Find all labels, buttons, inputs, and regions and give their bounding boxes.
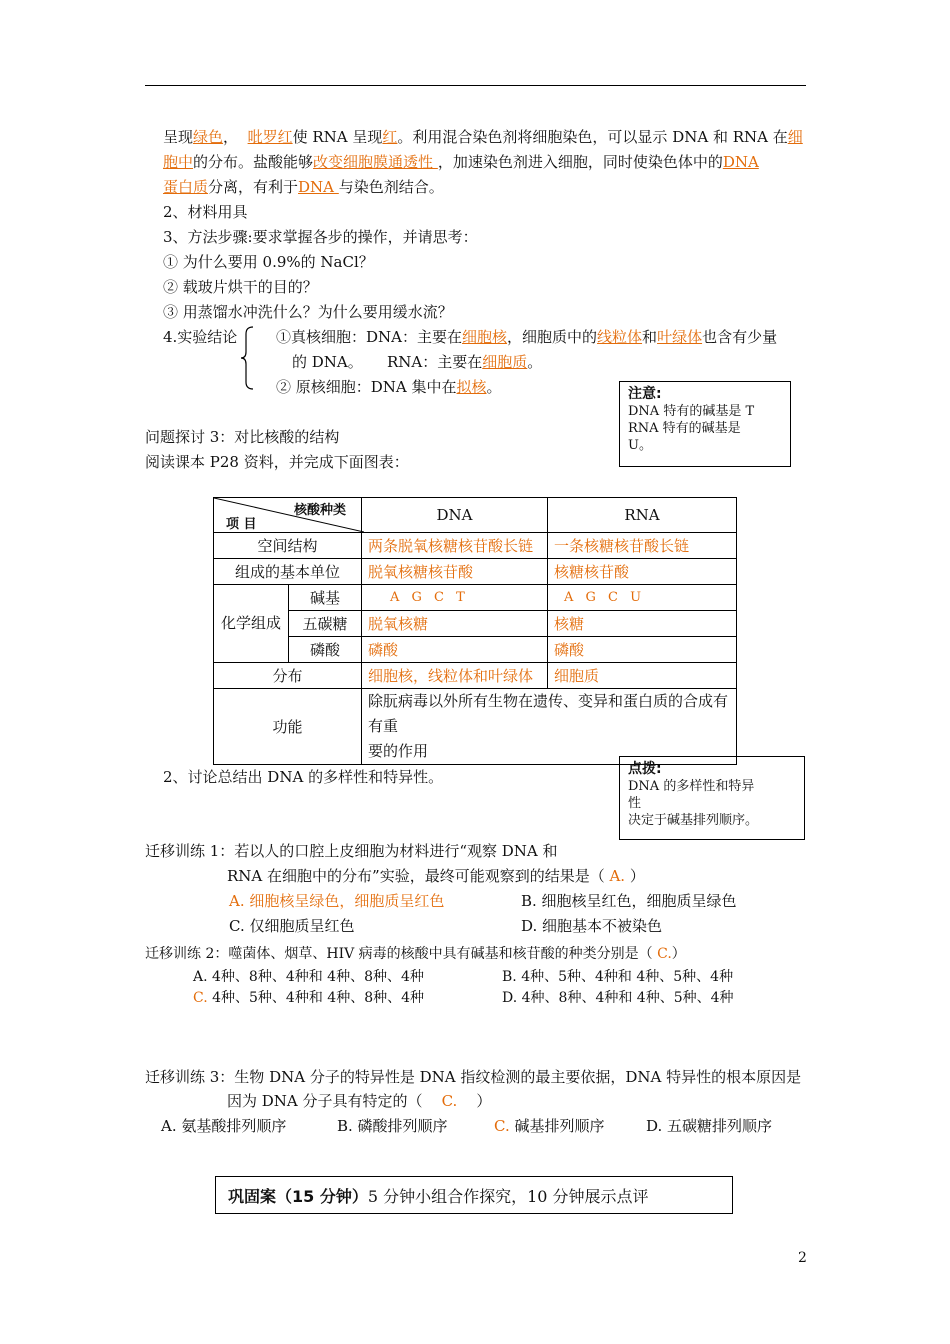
question-3: ③ 用蒸馏水冲洗什么？为什么要用缓水流？	[163, 303, 453, 321]
row-sublabel: 磷酸	[289, 637, 362, 663]
cell-rna: 核糖	[548, 611, 737, 637]
conclusion-label: 4.实验结论	[163, 328, 238, 346]
cell-dna: 细胞核，线粒体和叶绿体	[362, 663, 548, 689]
exercise-3-option-b: B. 磷酸排列顺序	[337, 1117, 448, 1135]
exercise-3-option-d: D. 五碳糖排列顺序	[646, 1117, 773, 1135]
note-box-tip: 点拨: DNA 的多样性和特异 性 决定于碱基排列顺序。	[619, 756, 805, 840]
cell-rna: 磷酸	[548, 637, 737, 663]
exercise-1-option-c: C. 仅细胞质呈红色	[229, 917, 355, 935]
exercise-2-line-1: 迁移训练 2：噬菌体、烟草、HIV 病毒的核酸中具有碱基和核苷酸的种类分别是（ C.）	[145, 946, 686, 962]
discussion-3-title: 问题探讨 3：对比核酸的结构	[145, 428, 340, 446]
cell-rna: 一条核糖核苷酸长链	[548, 533, 737, 559]
exercise-2-option-b: B. 4种、5种、4种和 4种、5种、4种	[502, 969, 734, 985]
conclusion-rna-line: RNA：主要在细胞质。	[387, 353, 543, 371]
note-box-attention: 注意: DNA 特有的碱基是 T RNA 特有的碱基是 U。	[619, 381, 791, 467]
cell-dna: 两条脱氧核糖核苷酸长链	[362, 533, 548, 559]
discussion-2: 2、讨论总结出 DNA 的多样性和特异性。	[163, 768, 444, 786]
materials-heading: 2、材料用具	[163, 203, 248, 221]
table-row	[214, 663, 737, 689]
exercise-1-line-2: RNA 在细胞中的分布”实验，最终可能观察到的结果是（ A. ）	[227, 867, 645, 885]
para-line-2: 胞中的分布。盐酸能够改变细胞膜通透性 ，加速染色剂进入细胞，同时使染色体中的DNA	[163, 153, 759, 171]
page-number: 2	[798, 1250, 807, 1266]
exercise-1-option-d: D. 细胞基本不被染色	[521, 917, 663, 935]
consolidation-box	[215, 1176, 733, 1214]
nucleic-acid-table	[213, 497, 737, 765]
para-line-1: 呈现绿色， 吡罗红使 RNA 呈现红。利用混合染色剂将细胞染色，可以显示 DNA 和 RNA 在细	[163, 128, 803, 146]
table-row	[214, 689, 737, 765]
question-1: ① 为什么要用 0.9%的 NaCl？	[163, 253, 374, 271]
header-rule	[145, 85, 806, 86]
table-row	[214, 585, 737, 611]
exercise-1-option-b: B. 细胞核呈红色，细胞质呈绿色	[521, 892, 737, 910]
cell-dna: 磷酸	[362, 637, 548, 663]
exercise-3-option-a: A. 氨基酸排列顺序	[161, 1117, 287, 1135]
row-label-chem: 化学组成	[214, 585, 289, 663]
row-sublabel: 碱基	[289, 585, 362, 611]
corner-bottom-label: 项 目	[226, 517, 257, 532]
table-row	[214, 559, 737, 585]
exercise-3-option-c: C. 碱基排列顺序	[494, 1117, 605, 1135]
table-corner-cell	[214, 498, 362, 533]
cell-rna: A G C U	[548, 585, 737, 611]
row-label: 分布	[214, 663, 362, 689]
cell-function: 除朊病毒以外所有生物在遗传、变异和蛋白质的合成有有重 要的作用	[362, 689, 737, 765]
col-header-rna: RNA	[548, 498, 737, 533]
exercise-3-line-1: 迁移训练 3：生物 DNA 分子的特异性是 DNA 指纹检测的最主要依据，DNA 特异性的根本原因是	[145, 1068, 802, 1086]
exercise-1-option-a: A. 细胞核呈绿色，细胞质呈红色	[229, 892, 445, 910]
question-2: ② 载玻片烘干的目的？	[163, 278, 318, 296]
brace-icon	[240, 326, 254, 390]
cell-rna: 核糖核苷酸	[548, 559, 737, 585]
row-sublabel: 五碳糖	[289, 611, 362, 637]
table-row	[214, 637, 737, 663]
table-row	[214, 611, 737, 637]
consolidation-desc: 5 分钟小组合作探究，10 分钟展示点评	[367, 1187, 649, 1206]
cell-rna: 细胞质	[548, 663, 737, 689]
cell-dna: A G C T	[362, 585, 548, 611]
col-header-dna: DNA	[362, 498, 548, 533]
exercise-2-option-a: A. 4种、8种、4种和 4种、8种、4种	[193, 969, 424, 985]
exercise-3-line-2: 因为 DNA 分子具有特定的（ C. ）	[227, 1092, 492, 1110]
exercise-1-line-1: 迁移训练 1：若以人的口腔上皮细胞为材料进行“观察 DNA 和	[145, 842, 558, 860]
cell-dna: 脱氧核糖	[362, 611, 548, 637]
corner-top-label: 核酸种类	[294, 503, 347, 518]
conclusion-prokaryote: ② 原核细胞：DNA 集中在拟核。	[276, 378, 502, 396]
table-row	[214, 533, 737, 559]
conclusion-eukaryote-line-2: 的 DNA。	[292, 353, 363, 371]
row-label: 功能	[214, 689, 362, 765]
row-label: 组成的基本单位	[214, 559, 362, 585]
para-line-3: 蛋白质分离，有利于DNA 与染色剂结合。	[163, 178, 444, 196]
cell-dna: 脱氧核糖核苷酸	[362, 559, 548, 585]
conclusion-eukaryote-line-1: ①真核细胞：DNA：主要在细胞核，细胞质中的线粒体和叶绿体也含有少量	[276, 328, 778, 346]
exercise-2-option-c: C. 4种、5种、4种和 4种、8种、4种	[193, 990, 425, 1006]
row-label: 空间结构	[214, 533, 362, 559]
method-heading: 3、方法步骤:要求掌握各步的操作，并请思考：	[163, 228, 478, 246]
exercise-2-option-d: D. 4种、8种、4种和 4种、5种、4种	[502, 990, 734, 1006]
discussion-3-instruction: 阅读课本 P28 资料，并完成下面图表：	[145, 453, 409, 471]
table-header-row	[214, 498, 737, 533]
consolidation-title: 巩固案（15 分钟）	[228, 1187, 368, 1206]
